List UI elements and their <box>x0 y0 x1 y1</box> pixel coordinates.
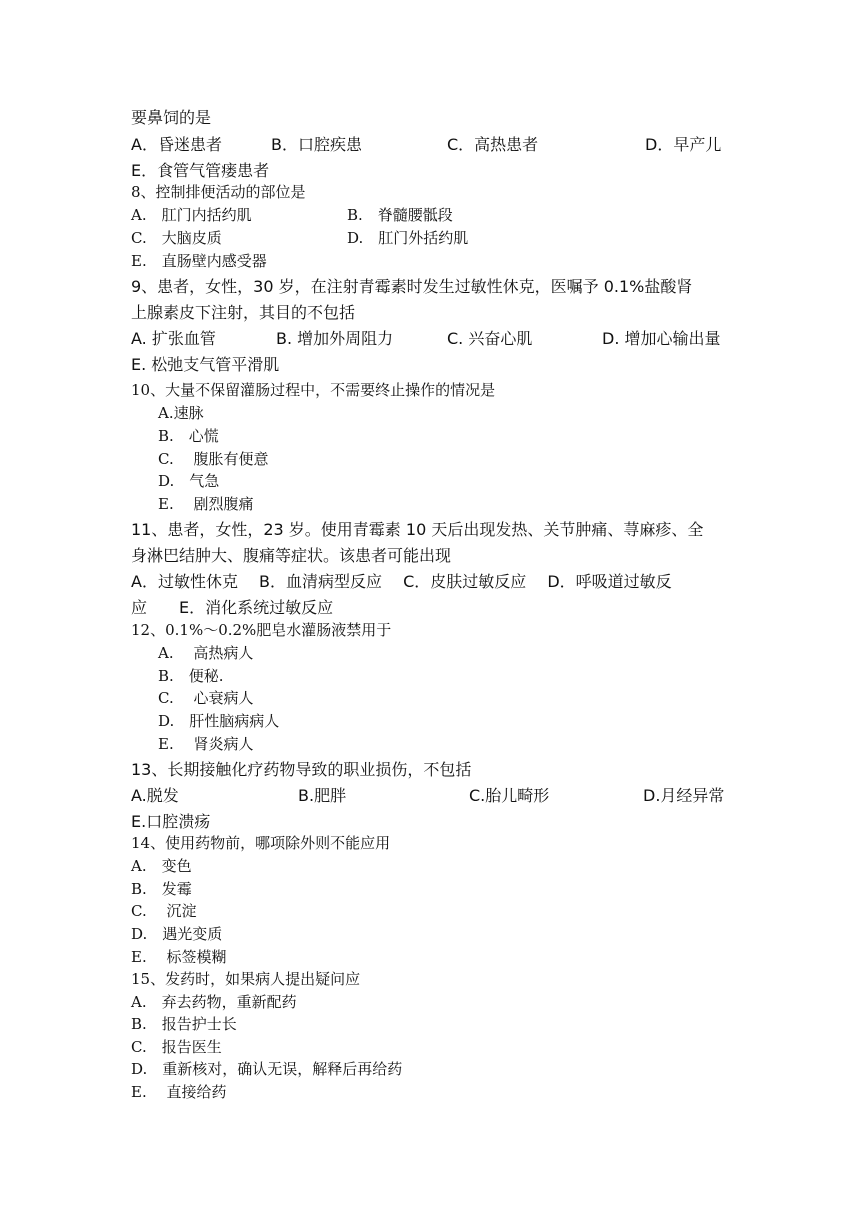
q12-option-c: C. 心衰病人 <box>158 689 254 707</box>
q14-option-d: D. 遇光变质 <box>131 925 223 943</box>
q15-option-e: E. 直接给药 <box>131 1083 227 1101</box>
q8-option-b: B. 脊髓腰骶段 <box>347 206 453 224</box>
q15-option-c: C. 报告医生 <box>131 1038 222 1056</box>
q10-option-b: B. 心慌 <box>158 427 219 445</box>
q14-stem: 14、使用药物前，哪项除外则不能应用 <box>131 834 391 852</box>
q7-options-row <box>131 137 731 155</box>
q8-options-row-2 <box>131 231 731 249</box>
q14-option-b: B. 发霉 <box>131 880 192 898</box>
q12-stem: 12、0.1%～0.2%肥皂水灌肠液禁用于 <box>131 621 392 639</box>
q13-option-b: B.肥胖 <box>298 786 347 805</box>
q13-option-a: A.脱发 <box>131 786 179 805</box>
q12-option-a: A. 高热病人 <box>158 644 254 662</box>
q13-option-c: C.胎儿畸形 <box>469 786 550 805</box>
q12-option-d: D. 肝性脑病病人 <box>158 712 280 730</box>
q12-option-b: B. 便秘. <box>158 667 224 685</box>
q10-stem: 10、大量不保留灌肠过程中，不需要终止操作的情况是 <box>131 381 496 399</box>
q9-options-row <box>131 331 731 349</box>
q7-option-d: D．早产儿 <box>645 135 722 154</box>
q9-option-d: D. 增加心输出量 <box>602 329 721 348</box>
q13-stem: 13、长期接触化疗药物导致的职业损伤，不包括 <box>131 760 472 779</box>
q9-option-c: C. 兴奋心肌 <box>447 329 533 348</box>
q10-option-e: E. 剧烈腹痛 <box>158 495 254 513</box>
q9-option-b: B. 增加外周阻力 <box>276 329 394 348</box>
q15-option-a: A. 弃去药物，重新配药 <box>131 993 297 1011</box>
q8-stem: 8、控制排便活动的部位是 <box>131 183 306 201</box>
q8-option-d: D. 肛门外括约肌 <box>347 229 469 247</box>
q7-stem-continuation: 要鼻饲的是 <box>131 108 212 127</box>
q9-option-e: E. 松弛支气管平滑肌 <box>131 355 280 374</box>
q15-option-d: D. 重新核对，确认无误，解释后再给药 <box>131 1060 403 1078</box>
q15-option-b: B. 报告护士长 <box>131 1015 237 1033</box>
q13-option-d: D.月经异常 <box>643 786 725 805</box>
q7-option-c: C．高热患者 <box>447 135 539 154</box>
q11-options-row-wrap: 应 E．消化系统过敏反应 <box>131 598 334 617</box>
q10-option-d: D. 气急 <box>158 472 220 490</box>
q7-option-b: B．口腔疾患 <box>271 135 362 154</box>
q10-option-a: A.速脉 <box>158 404 204 422</box>
q11-stem-line-2: 身淋巴结肿大、腹痛等症状。该患者可能出现 <box>131 546 452 565</box>
q13-option-e: E.口腔溃疡 <box>131 812 211 831</box>
q7-option-a: A．昏迷患者 <box>131 135 222 154</box>
q7-option-e: E．食管气管瘘患者 <box>131 161 270 180</box>
q15-stem: 15、发药时，如果病人提出疑问应 <box>131 970 361 988</box>
q14-option-a: A. 变色 <box>131 857 192 875</box>
q12-option-e: E. 肾炎病人 <box>158 735 254 753</box>
q8-option-e: E. 直肠壁内感受器 <box>131 252 267 270</box>
q14-option-c: C. 沉淀 <box>131 902 197 920</box>
q8-options-row-1 <box>131 208 731 226</box>
q8-option-c: C. 大脑皮质 <box>131 229 222 247</box>
q9-option-a: A. 扩张血管 <box>131 329 216 348</box>
q13-options-row <box>131 788 731 806</box>
q11-options-row: A．过敏性休克 B．血清病型反应 C．皮肤过敏反应 D．呼吸道过敏反 <box>131 572 672 591</box>
q11-stem-line-1: 11、患者，女性，23 岁。使用青霉素 10 天后出现发热、关节肿痛、荨麻疹、全 <box>131 520 704 539</box>
q9-stem-line-2: 上腺素皮下注射，其目的不包括 <box>131 303 356 322</box>
q10-option-c: C. 腹胀有便意 <box>158 450 269 468</box>
q9-stem-line-1: 9、患者，女性，30 岁，在注射青霉素时发生过敏性休克，医嘱予 0.1%盐酸肾 <box>131 277 693 296</box>
q14-option-e: E. 标签模糊 <box>131 948 227 966</box>
q8-option-a: A. 肛门内括约肌 <box>131 206 252 224</box>
